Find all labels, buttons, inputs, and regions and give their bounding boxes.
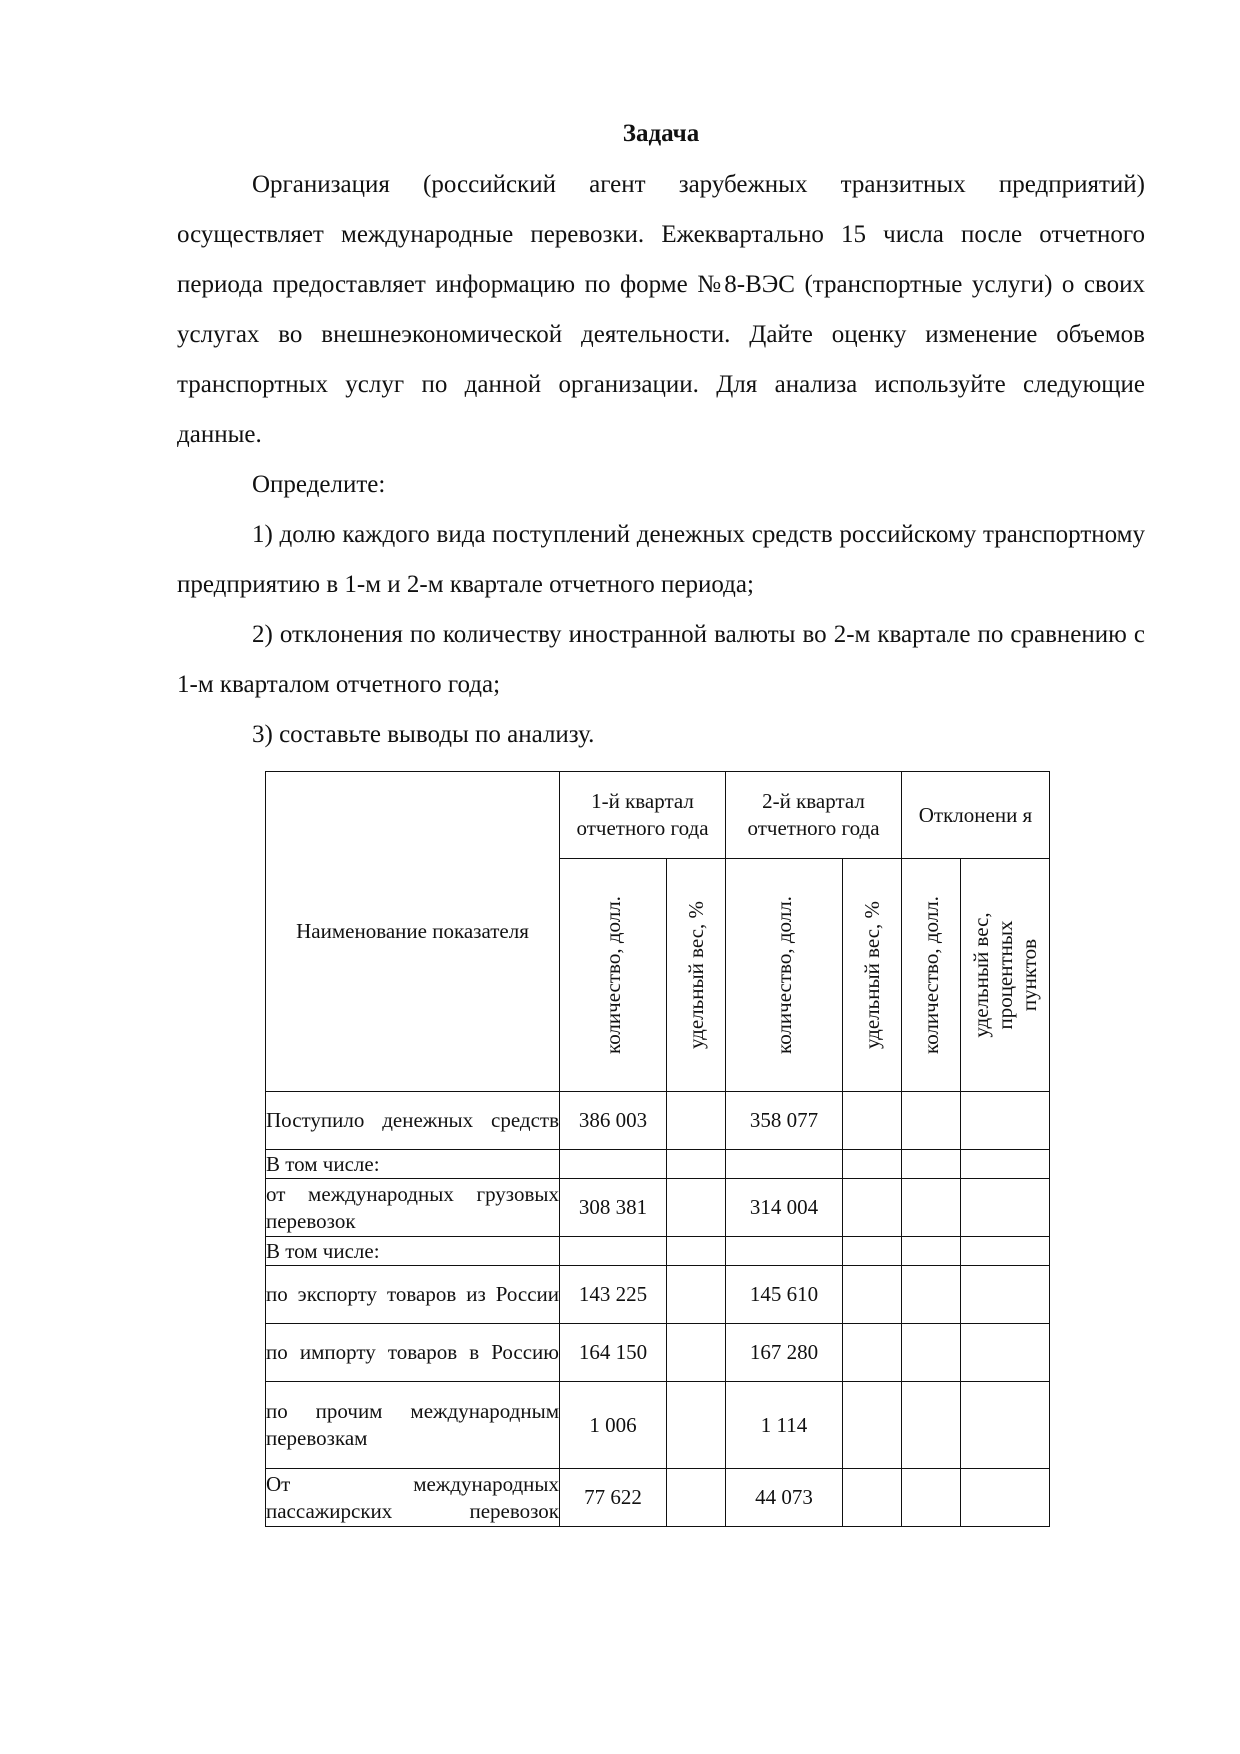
q2-share-cell <box>843 1150 902 1179</box>
q1-qty-cell: 308 381 <box>560 1179 667 1237</box>
q1-share-cell <box>667 1469 726 1527</box>
dev-qty-cell <box>902 1469 961 1527</box>
table-row <box>266 1237 1050 1266</box>
q2-share-cell <box>843 1324 902 1382</box>
q2-qty-cell: 1 114 <box>726 1382 843 1469</box>
q1-group-header: 1-й квартал отчетного года <box>560 772 726 859</box>
q1-qty-cell: 143 225 <box>560 1266 667 1324</box>
dev-qty-cell <box>902 1237 961 1266</box>
q2-group-header: 2-й квартал отчетного года <box>726 772 902 859</box>
q1-qty-cell <box>560 1237 667 1266</box>
table-row <box>266 1179 1050 1237</box>
dev-share-cell <box>961 1092 1050 1150</box>
q2-qty-cell <box>726 1150 843 1179</box>
q2-qty-header: количество, долл. <box>726 859 843 1092</box>
q2-qty-cell: 358 077 <box>726 1092 843 1150</box>
table-row <box>266 1150 1050 1179</box>
q1-share-cell <box>667 1266 726 1324</box>
dev-share-cell <box>961 1324 1050 1382</box>
determine-label: Определите: <box>252 471 386 498</box>
row-label: От международных пассажирских перевозок <box>266 1469 560 1527</box>
q1-share-cell <box>667 1382 726 1469</box>
dev-share-cell <box>961 1237 1050 1266</box>
deviation-group-header: Отклонени я <box>902 772 1050 859</box>
dev-share-header: удельный вес, процентных пунктов <box>961 859 1050 1092</box>
q1-qty-cell <box>560 1150 667 1179</box>
q2-share-cell <box>843 1179 902 1237</box>
q1-qty-cell: 386 003 <box>560 1092 667 1150</box>
dev-qty-cell <box>902 1324 961 1382</box>
row-label: В том числе: <box>266 1150 560 1179</box>
q2-qty-cell: 314 004 <box>726 1179 843 1237</box>
row-label: по экспорту товаров из России <box>266 1266 560 1324</box>
q1-qty-cell: 77 622 <box>560 1469 667 1527</box>
row-label: по импорту товаров в Россию <box>266 1324 560 1382</box>
dev-share-cell <box>961 1469 1050 1527</box>
q2-share-cell <box>843 1237 902 1266</box>
q1-qty-header: количество, долл. <box>560 859 667 1092</box>
q2-qty-cell <box>726 1237 843 1266</box>
q1-qty-cell: 164 150 <box>560 1324 667 1382</box>
row-label: В том числе: <box>266 1237 560 1266</box>
document-title: Задача <box>622 120 700 147</box>
q1-share-cell <box>667 1179 726 1237</box>
table-row <box>266 1469 1050 1527</box>
q1-qty-cell: 1 006 <box>560 1382 667 1469</box>
q2-qty-cell: 145 610 <box>726 1266 843 1324</box>
indicator-name-header: Наименование показателя <box>266 772 560 1092</box>
q2-share-cell <box>843 1382 902 1469</box>
q2-share-cell <box>843 1469 902 1527</box>
dev-qty-header: количество, долл. <box>902 859 961 1092</box>
row-label: Поступило денежных средств <box>266 1092 560 1150</box>
dev-qty-cell <box>902 1092 961 1150</box>
table-row <box>266 1092 1050 1150</box>
table-row <box>266 1266 1050 1324</box>
q1-share-cell <box>667 1237 726 1266</box>
q2-share-header: удельный вес, % <box>843 859 902 1092</box>
task-item-1: 1) долю каждого вида поступлений денежных средств российскому транспортному предприятию в 1-м и 2-м квартале отчетного периода; <box>177 521 1145 598</box>
intro-paragraph: Организация (российский агент зарубежных транзитных предприятий) осуществляет международные перевозки. Ежеквартально 15 числа после отчетного периода предоставляет информацию по форме №8-ВЭС (транспортные услуги) о своих услугах во внешнеэкономической деятельности. Дайте оценку изменение объемов транспортных услуг по данной организации. Для анализа используйте следующие данные. <box>177 171 1145 448</box>
q1-share-header: удельный вес, % <box>667 859 726 1092</box>
dev-qty-cell <box>902 1266 961 1324</box>
dev-qty-cell <box>902 1179 961 1237</box>
q2-share-cell <box>843 1266 902 1324</box>
q2-share-cell <box>843 1092 902 1150</box>
q1-share-cell <box>667 1150 726 1179</box>
dev-share-cell <box>961 1179 1050 1237</box>
dev-qty-cell <box>902 1382 961 1469</box>
row-label: по прочим международным перевозкам <box>266 1382 560 1469</box>
table-row <box>266 1382 1050 1469</box>
dev-share-cell <box>961 1266 1050 1324</box>
row-label: от международных грузовых перевозок <box>266 1179 560 1237</box>
task-item-2: 2) отклонения по количеству иностранной валюты во 2-м квартале по сравнению с 1-м кварталом отчетного года; <box>177 621 1145 698</box>
q2-qty-cell: 167 280 <box>726 1324 843 1382</box>
q1-share-cell <box>667 1324 726 1382</box>
dev-qty-cell <box>902 1150 961 1179</box>
q2-qty-cell: 44 073 <box>726 1469 843 1527</box>
task-item-3: 3) составьте выводы по анализу. <box>252 721 595 748</box>
data-table <box>265 771 1050 1527</box>
q1-share-cell <box>667 1092 726 1150</box>
table-row <box>266 1324 1050 1382</box>
dev-share-cell <box>961 1382 1050 1469</box>
dev-share-cell <box>961 1150 1050 1179</box>
